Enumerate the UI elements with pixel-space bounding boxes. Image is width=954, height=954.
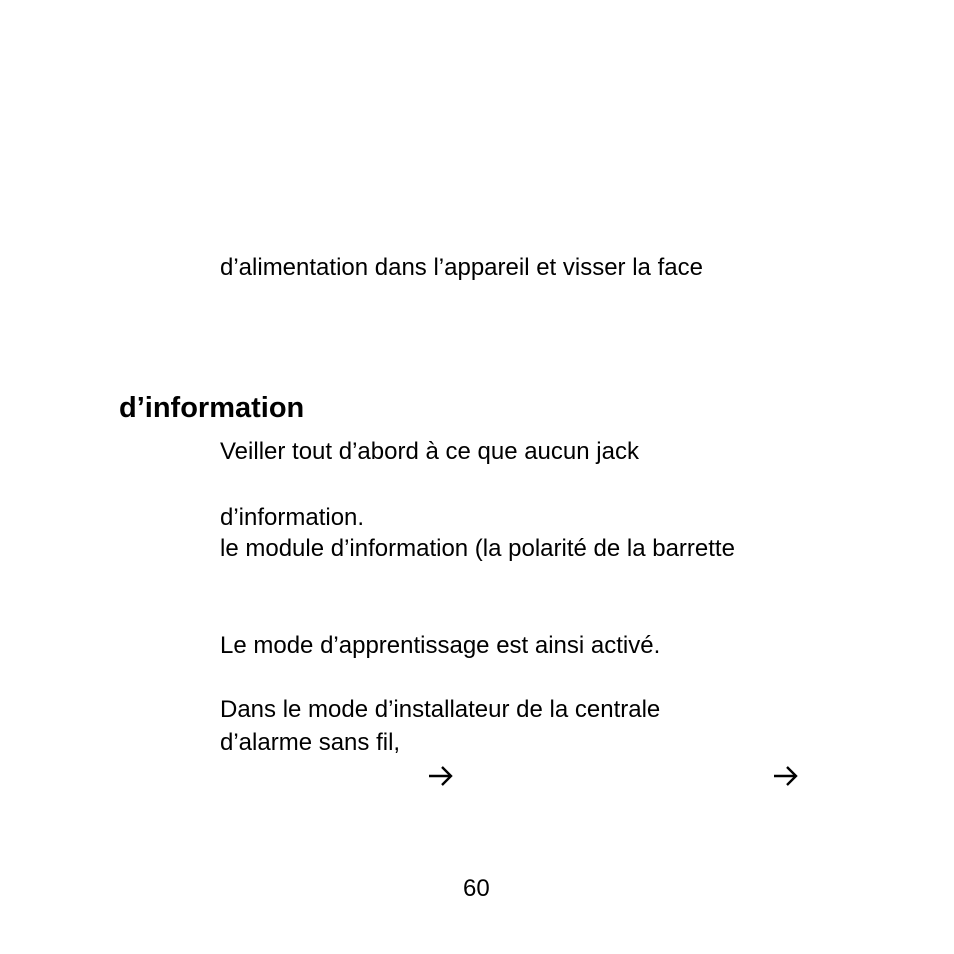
right-arrow-icon: [428, 765, 454, 787]
text-line-alimentation: d’alimentation dans l’appareil et visser la face: [220, 254, 703, 281]
page-number: 60: [463, 875, 490, 902]
right-arrow-icon: [773, 765, 799, 787]
text-line-apprentissage: Le mode d’apprentissage est ainsi activé.: [220, 632, 661, 659]
text-line-module: le module d’information (la polarité de la barrette: [220, 535, 735, 562]
text-line-installateur: Dans le mode d’installateur de la centrale: [220, 696, 661, 723]
text-line-information: d’information.: [220, 504, 365, 531]
section-heading: d’information: [119, 392, 305, 424]
text-line-alarme: d’alarme sans fil,: [220, 729, 401, 756]
text-line-veiller: Veiller tout d’abord à ce que aucun jack: [220, 438, 639, 465]
